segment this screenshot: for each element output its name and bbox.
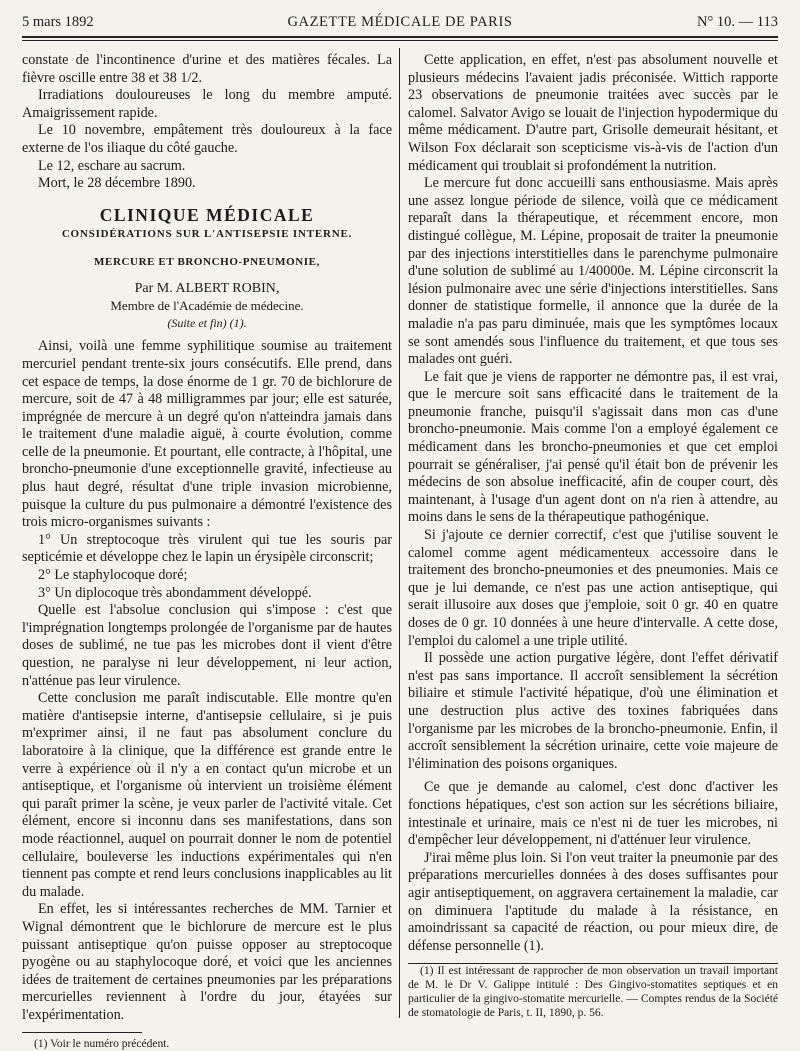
footnote-separator [22,1032,142,1033]
section-subtitle: CONSIDÉRATIONS SUR L'ANTISEPSIE INTERNE. [61,228,353,241]
continuation-note: (Suite et fin) (1). [167,315,247,330]
body-paragraph: Cette application, en effet, n'est pas absolument nouvelle et plusieurs médecins l'avaient jadis préconisée. Wittich rapporte 23 observations de pneumonie traitées avec succès par le calomel. Salvator Avigo se louait de l'injection hypodermique du même médicament. D'autre part, Grisolle demeurait hésitant, et Wilson Fox déclarait son scepticisme vis-à-vis de l'action d'un médicament qui troublait si profondément la nutrition. [408,52,778,174]
list-item: 2° Le staphylocoque doré; [38,567,188,584]
body-paragraph: Si j'ajoute ce dernier correctif, c'est que j'utilise souvent le calomel comme agent médicamenteux accessoire dans le traitement des broncho-pneumonies et des pneumonies. Mais ce que je lui demande, ce n'est pas une action antiseptique, qui serait illusoire aux doses que j'emploie, soit 0 gr. 40 en quatre doses de 0 gr. 10 données à une heure d'intervalle. A cette dose, l'emploi du calomel a une triple utilité. [408,527,778,649]
header-rule [22,36,778,38]
intro-paragraph: Le 12, eschare au sacrum. [38,157,186,174]
intro-paragraph: Irradiations douloureuses le long du membre amputé. Amaigrissement rapide. [22,87,392,121]
intro-paragraph: Le 10 novembre, empâtement très douloureux à la face externe de l'os iliaque du côté gauche. [22,122,392,156]
body-paragraph: Le fait que je viens de rapporter ne démontre pas, il est vrai, que le mercure soit sans efficacité dans le traitement de la pneumonie franche, puisqu'il s'agissait dans mon cas d'une broncho-pneumonie. Mais comme l'on a employé également ce médicament dans les broncho-pneumonies et que cet emploi pourrait se généraliser, j'ai pensé qu'il était bon de prévenir les médecins de son absolue inefficacité, afin de couper court, dès maintenant, à l'usage d'un agent dont on n'a rien à attendre, au moins dans le sens de la thérapeutique pathogénique. [408,368,778,526]
footnote: (1) Il est intéressant de rapprocher de mon observation un travail important de M. le Dr V. Galippe intitulé : Des Gingivo-stomatites septiques et en particulier de la gingivo-stomatite mercurielle. — Comptes rendus de la Société de stomatologie de Paris, t. II, 1890, p. 56. [408,965,778,1020]
running-header [22,12,778,34]
author-affiliation: Membre de l'Académie de médecine. [110,298,304,314]
list-item: 1° Un streptocoque très virulent qui tue les souris par septicémie et développe chez le lapin un érysipèle circonscrit; [22,531,392,566]
article-title: MERCURE ET BRONCHO-PNEUMONIE, [94,255,320,268]
intro-paragraph: constate de l'incontinence d'urine et des matières fécales. La fièvre oscille entre 38 et 38 1/2. [22,52,392,86]
footnote: (1) Voir le numéro précédent. [34,1038,170,1051]
section-title: CLINIQUE MÉDICALE [99,204,315,225]
body-paragraph: Ce que je demande au calomel, c'est donc d'activer les fonctions hépatiques, c'est son action sur les sécrétions biliaire, intestinale et urinaire, mais ce n'est ni de tuer les microbes, ni d'empêcher leur développement, ni d'atténuer leur virulence. [408,779,778,849]
header-rule-thin [22,40,778,41]
intro-paragraph: Mort, le 28 décembre 1890. [38,175,196,192]
body-paragraph: Il possède une action purgative légère, dont l'effet dérivatif n'est pas sans importance. Il accroît sensiblement la sécrétion biliaire et stimule l'activité hépatique, d'où une élimination et une destruction plus active des toxines fabriquées dans l'organisme par les microbes de la broncho-pneumonie. Enfin, il accroît sensiblement la sécrétion urinaire, cette voie majeure de l'élimination des poisons organiques. [408,650,778,772]
page-number: N° 10. — 113 [697,14,778,30]
journal-title: GAZETTE MÉDICALE DE PARIS [287,14,513,30]
body-paragraph: J'irai même plus loin. Si l'on veut traiter la pneumonie par des préparations mercurielles données à des doses suffisantes pour agir antiseptiquement, on aggravera certainement la maladie, car on diminuera l'aptitude du malade à la résistance, en amoindrissant sa capacité de réaction, ou pour mieux dire, de défense personnelle (1). [408,849,778,954]
body-paragraph: Quelle est l'absolue conclusion qui s'impose : c'est que l'imprégnation longtemps prolongée de l'organisme par de hautes doses de sublimé, ne tue pas les microbes dont il vient d'être question, ne paralyse ni leur développement, ni leur action, n'atténue pas leur virulence. [22,602,392,689]
issue-date: 5 mars 1892 [22,14,94,30]
body-paragraph: Cette conclusion me paraît indiscutable. Elle montre qu'en matière d'antisepsie interne, d'antisepsie cellulaire, si je puis m'exprimer ainsi, il ne faut pas absolument conclure du laboratoire à la clinique, que la différence est grande entre le verre à expérience où il n'y a en contact qu'un microbe et un antiseptique, et l'organisme où intervient un troisième élément qui paraît primer la scène, je veux parler de l'activité vitale. Cet élément, encore si inconnu dans ses manifestations, dans son mode réactionnel, auquel on pourrait donner le nom de potentiel cellulaire, bouleverse les inductions expérimentales qui n'en tiennent pas compte et rend leurs conclusions inapplicables au lit du malade. [22,690,392,900]
article-author: Par M. ALBERT ROBIN, [134,280,280,296]
body-paragraph: Ainsi, voilà une femme syphilitique soumise au traitement mercuriel pendant trente-six jours consécutifs. Elle prend, dans cet espace de temps, la dose énorme de 1 gr. 70 de bichlorure de mercure, soit de 47 à 48 milligrammes par jour; elle est saturée, imprégnée de mercure à un degré qu'on n'atteindra jamais dans le traitement d'une maladie aiguë, à courte évolution, comme celle de la pneumonie. Et pourtant, elle contracte, à l'hôpital, une broncho-pneumonie d'une exceptionnelle gravité, infectieuse au plus haut degré, résultat d'une triple invasion microbienne, puisque la culture du pus pulmonaire a démontré l'existence des trois micro-organismes suivants : [22,338,392,531]
list-item: 3° Un diplocoque très abondamment développé. [38,584,312,601]
body-paragraph: En effet, les si intéressantes recherches de MM. Tarnier et Wignal démontrent que le bichlorure de mercure est le plus puissant antiseptique qu'on puisse opposer au streptocoque pyogène ou au staphylocoque doré, et voici que les anciennes idées de traitement de certaines pneumonies par les préparations mercurielles reviennent à l'ordre du jour, étayées sur l'expérimentation. [22,901,392,1023]
body-paragraph: Le mercure fut donc accueilli sans enthousiasme. Mais après une assez longue période de silence, voilà que ce médicament reparaît dans la thérapeutique, et récemment encore, mon distingué collègue, M. Lépine, proposait de traiter la pneumonie par des injections interstitielles dans le parenchyme pulmonaire d'une solution de sublimé au 1/40000e. M. Lépine circonscrit la lésion pulmonaire avec une série d'injections interstitielles. Sans donner de statistique formelle, il annonce que la durée de la maladie n'a pas paru diminuée, mais que les symptômes locaux se sont amendés sous l'influence du traitement, et que tous ses malades ont guéri. [408,175,778,368]
right-column [408,52,778,1020]
left-column [22,52,392,1051]
column-divider [399,48,400,1018]
